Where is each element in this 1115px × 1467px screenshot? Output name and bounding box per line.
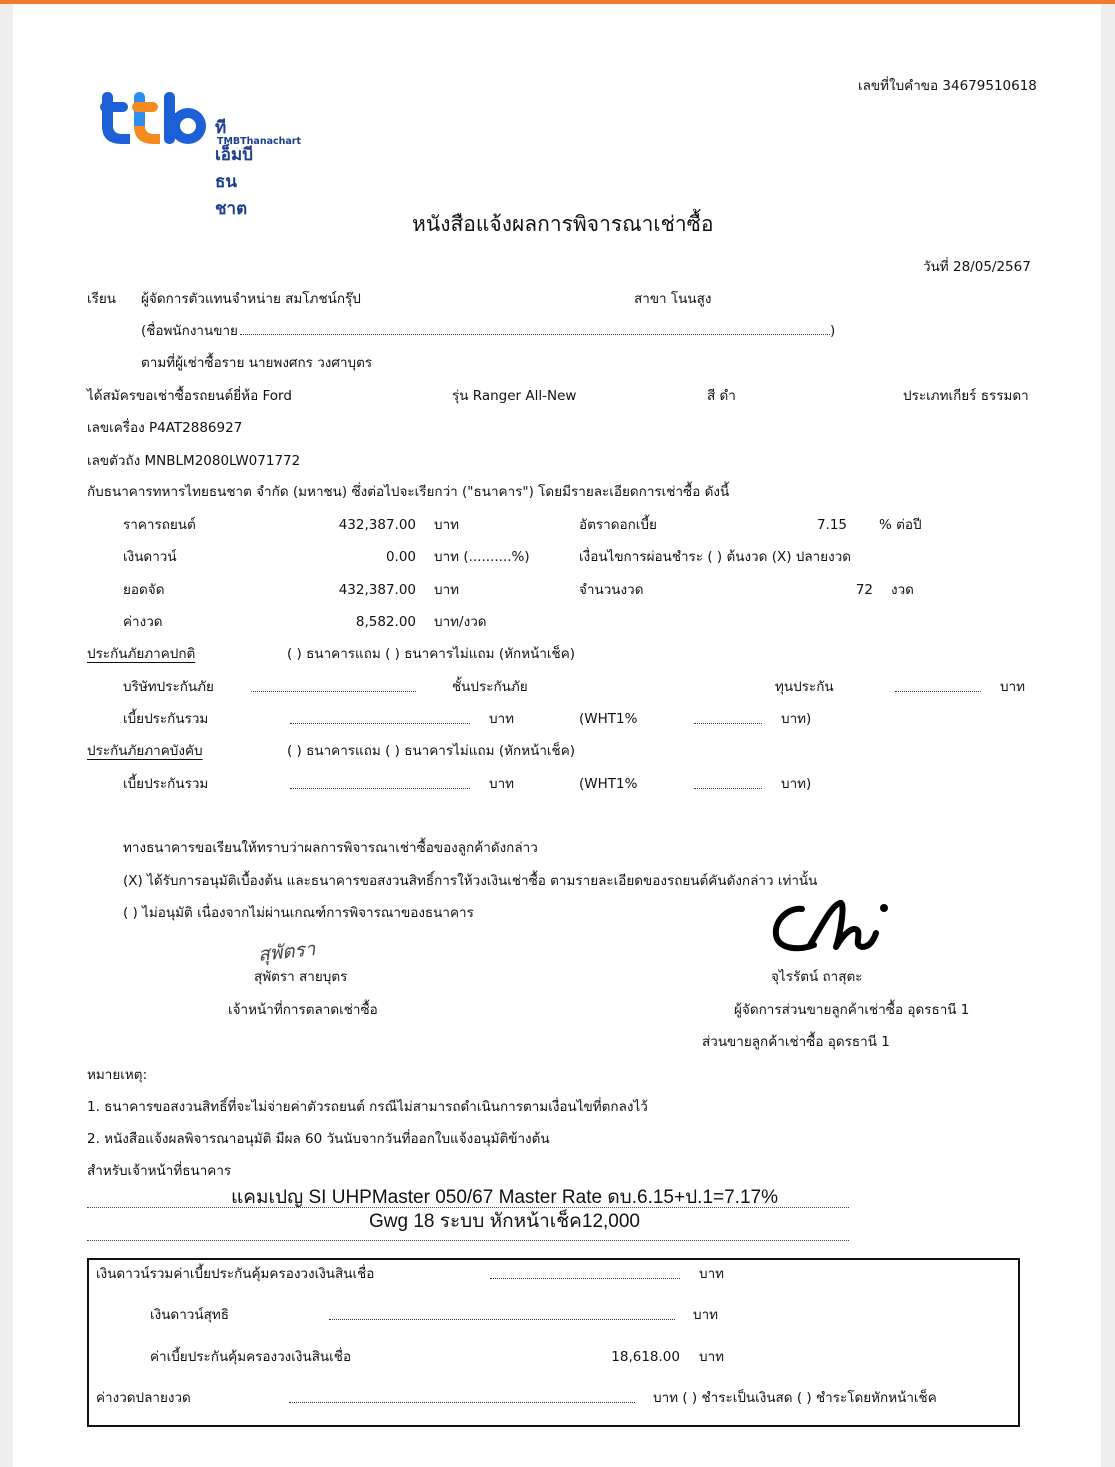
terms-label: จำนวนงวด: [579, 582, 644, 598]
remark-2: 2. หนังสือแจ้งผลพิจารณาอนุมัติ มีผล 60 วันนับจากวันที่ออกใบแจ้งอนุมัติข้างต้น: [87, 1131, 550, 1147]
ttb-logo-icon: [100, 92, 210, 148]
document-title: หนังสือแจ้งผลการพิจารณาเช่าซื้อ: [412, 212, 714, 236]
last-installment-dots: [289, 1402, 635, 1403]
compulsory-wht-dots: [694, 788, 762, 789]
addressee-to: ผู้จัดการตัวแทนจำหน่าย สมโภชน์กรุ๊ป: [141, 291, 361, 307]
terms-value: 72: [855, 582, 873, 598]
vehicle-color: สี ดำ: [707, 388, 736, 404]
price-value: 432,387.00: [338, 517, 416, 533]
rate-value: 7.15: [816, 517, 847, 533]
voluntary-premium-label: เบี้ยประกันรวม: [123, 711, 209, 727]
credit-insurance-unit: บาท: [699, 1349, 725, 1365]
compulsory-premium-dots: [290, 788, 470, 789]
total-down-dots: [490, 1278, 680, 1279]
installment-value: 8,582.00: [355, 614, 416, 630]
voluntary-wht-unit: บาท): [781, 711, 812, 727]
compulsory-premium-unit: บาท: [489, 776, 515, 792]
down-value: 0.00: [385, 549, 416, 565]
insurance-class-label: ชั้นประกันภัย: [452, 679, 528, 695]
remark-1: 1. ธนาคารขอสงวนสิทธิ์ที่จะไม่จ่ายค่าตัวรถยนต์ กรณีไม่สามารถดำเนินการตามเงื่อนไขที่ตกลงไว้: [87, 1099, 648, 1115]
right-signer-name: จุไรรัตน์ ถาสุตะ: [771, 969, 863, 985]
insured-sum-label: ทุนประกัน: [775, 679, 834, 695]
vehicle-gear: ประเภทเกียร์ ธรรมดา: [903, 388, 1029, 404]
right-signer-department: ส่วนขายลูกค้าเช่าซื้อ อุดรธานี 1: [702, 1034, 890, 1050]
voluntary-insurance-label: ประกันภัยภาคปกติ: [87, 646, 196, 662]
compulsory-insurance-label: ประกันภัยภาคบังคับ: [87, 743, 203, 759]
staff-only-label: สำหรับเจ้าหน้าที่ธนาคาร: [87, 1163, 232, 1179]
right-signer-position: ผู้จัดการส่วนขายลูกค้าเช่าซื้อ อุดรธานี 1: [734, 1002, 970, 1018]
document-date: วันที่ 28/05/2567: [923, 259, 1031, 275]
compulsory-insurance-options: ( ) ธนาคารแถม ( ) ธนาคารไม่แถม (หักหน้าเช็ค): [287, 743, 575, 759]
terms-unit: งวด: [891, 582, 914, 598]
last-installment-payment-options: บาท ( ) ชำระเป็นเงินสด ( ) ชำระโดยหักหน้าเช็ค: [653, 1390, 937, 1406]
voluntary-insurance-options: ( ) ธนาคารแถม ( ) ธนาคารไม่แถม (หักหน้าเช็ค): [287, 646, 575, 662]
left-signer-position: เจ้าหน้าที่การตลาดเช่าซื้อ: [228, 1002, 378, 1018]
addressee-label: เรียน: [87, 291, 117, 307]
campaign-note-2: Gwg 18 ระบบ หักหน้าเช็ค12,000: [369, 1211, 640, 1232]
branch: สาขา โนนสูง: [634, 291, 712, 307]
vehicle-model: รุ่น Ranger All-New: [452, 388, 577, 404]
rate-unit: % ต่อปี: [879, 517, 922, 533]
last-installment-label: ค่างวดปลายงวด: [96, 1390, 191, 1406]
financed-value: 432,387.00: [338, 582, 416, 598]
top-accent-bar: [0, 0, 1115, 4]
insured-sum-dots: [895, 691, 981, 692]
net-down-label: เงินดาวน์สุทธิ: [150, 1307, 229, 1323]
voluntary-premium-dots: [290, 723, 470, 724]
voluntary-premium-unit: บาท: [489, 711, 515, 727]
salesperson-dotted-line: [240, 334, 830, 335]
right-margin: [1101, 4, 1115, 1467]
price-label: ราคารถยนต์: [123, 517, 196, 533]
staff-note-line-2: [87, 1240, 849, 1241]
financed-unit: บาท: [434, 582, 460, 598]
bank-name-en: TMBThanachart: [217, 136, 302, 147]
down-unit: บาท (..........%): [434, 549, 530, 565]
insurance-company-dots: [251, 691, 416, 692]
result-intro: ทางธนาคารขอเรียนให้ทราบว่าผลการพิจารณาเช่าซื้อของลูกค้าดังกล่าว: [123, 840, 538, 856]
credit-insurance-value: 18,618.00: [611, 1349, 680, 1365]
left-handwritten-signature: สุพัตรา: [257, 938, 317, 966]
voluntary-wht-label: (WHT1%: [579, 711, 638, 727]
payment-condition: เงื่อนไขการผ่อนชำระ ( ) ต้นงวด (X) ปลายงวด: [579, 549, 852, 565]
net-down-unit: บาท: [693, 1307, 719, 1323]
vehicle-brand: ได้สมัครขอเช่าซื้อรถยนต์ยี่ห้อ Ford: [87, 388, 292, 404]
salesperson-close: ): [830, 323, 836, 339]
insurance-company-label: บริษัทประกันภัย: [123, 679, 214, 695]
credit-insurance-label: ค่าเบี้ยประกันคุ้มครองวงเงินสินเชื่อ: [150, 1349, 352, 1365]
compulsory-wht-label: (WHT1%: [579, 776, 638, 792]
financed-label: ยอดจัด: [123, 582, 165, 598]
result-rejected: ( ) ไม่อนุมัติ เนื่องจากไม่ผ่านเกณฑ์การพิจารณาของธนาคาร: [123, 905, 474, 921]
applicant: ตามที่ผู้เช่าซื้อราย นายพงศกร วงศาบุตร: [141, 355, 373, 371]
compulsory-wht-unit: บาท): [781, 776, 812, 792]
remarks-label: หมายเหตุ:: [87, 1067, 148, 1083]
voluntary-wht-dots: [694, 723, 762, 724]
ttb-logo: [100, 92, 302, 219]
total-down-label: เงินดาวน์รวมค่าเบี้ยประกันคุ้มครองวงเงินสินเชื่อ: [96, 1266, 375, 1282]
rate-label: อัตราดอกเบี้ย: [579, 517, 657, 533]
compulsory-premium-label: เบี้ยประกันรวม: [123, 776, 209, 792]
price-unit: บาท: [434, 517, 460, 533]
installment-unit: บาท/งวด: [434, 614, 487, 630]
campaign-note-1: แคมเปญ SI UHPMaster 050/67 Master Rate ดบ.6.15+ป.1=7.17%: [231, 1187, 778, 1208]
left-margin: [0, 4, 13, 1467]
net-down-dots: [329, 1319, 675, 1320]
salesperson-label: (ชื่อพนักงานขาย: [141, 323, 238, 339]
bank-name-th: ทีเอ็มบีธนชาต: [215, 118, 254, 219]
request-number: เลขที่ใบคำขอ 34679510618: [858, 78, 1037, 94]
right-signature-icon: [770, 895, 895, 957]
insured-sum-unit: บาท: [1000, 679, 1026, 695]
result-approved: (X) ได้รับการอนุมัติเบื้องต้น และธนาคารขอสงวนสิทธิ์การให้วงเงินเช่าซื้อ ตามรายละเอียดของรถยนต์คันดังกล่าว เท่านั้น: [123, 873, 818, 889]
left-signer-name: สุพัตรา สายบุตร: [254, 969, 348, 985]
engine-number: เลขเครื่อง P4AT2886927: [87, 420, 243, 436]
installment-label: ค่างวด: [123, 614, 163, 630]
total-down-unit: บาท: [699, 1266, 725, 1282]
chassis-number: เลขตัวถัง MNBLM2080LW071772: [87, 453, 301, 469]
down-label: เงินดาวน์: [123, 549, 177, 565]
bank-statement: กับธนาคารทหารไทยธนชาต จำกัด (มหาชน) ซึ่งต่อไปจะเรียกว่า ("ธนาคาร") โดยมีรายละเอียดการเช่าซื้อ ดังนี้: [87, 484, 730, 500]
